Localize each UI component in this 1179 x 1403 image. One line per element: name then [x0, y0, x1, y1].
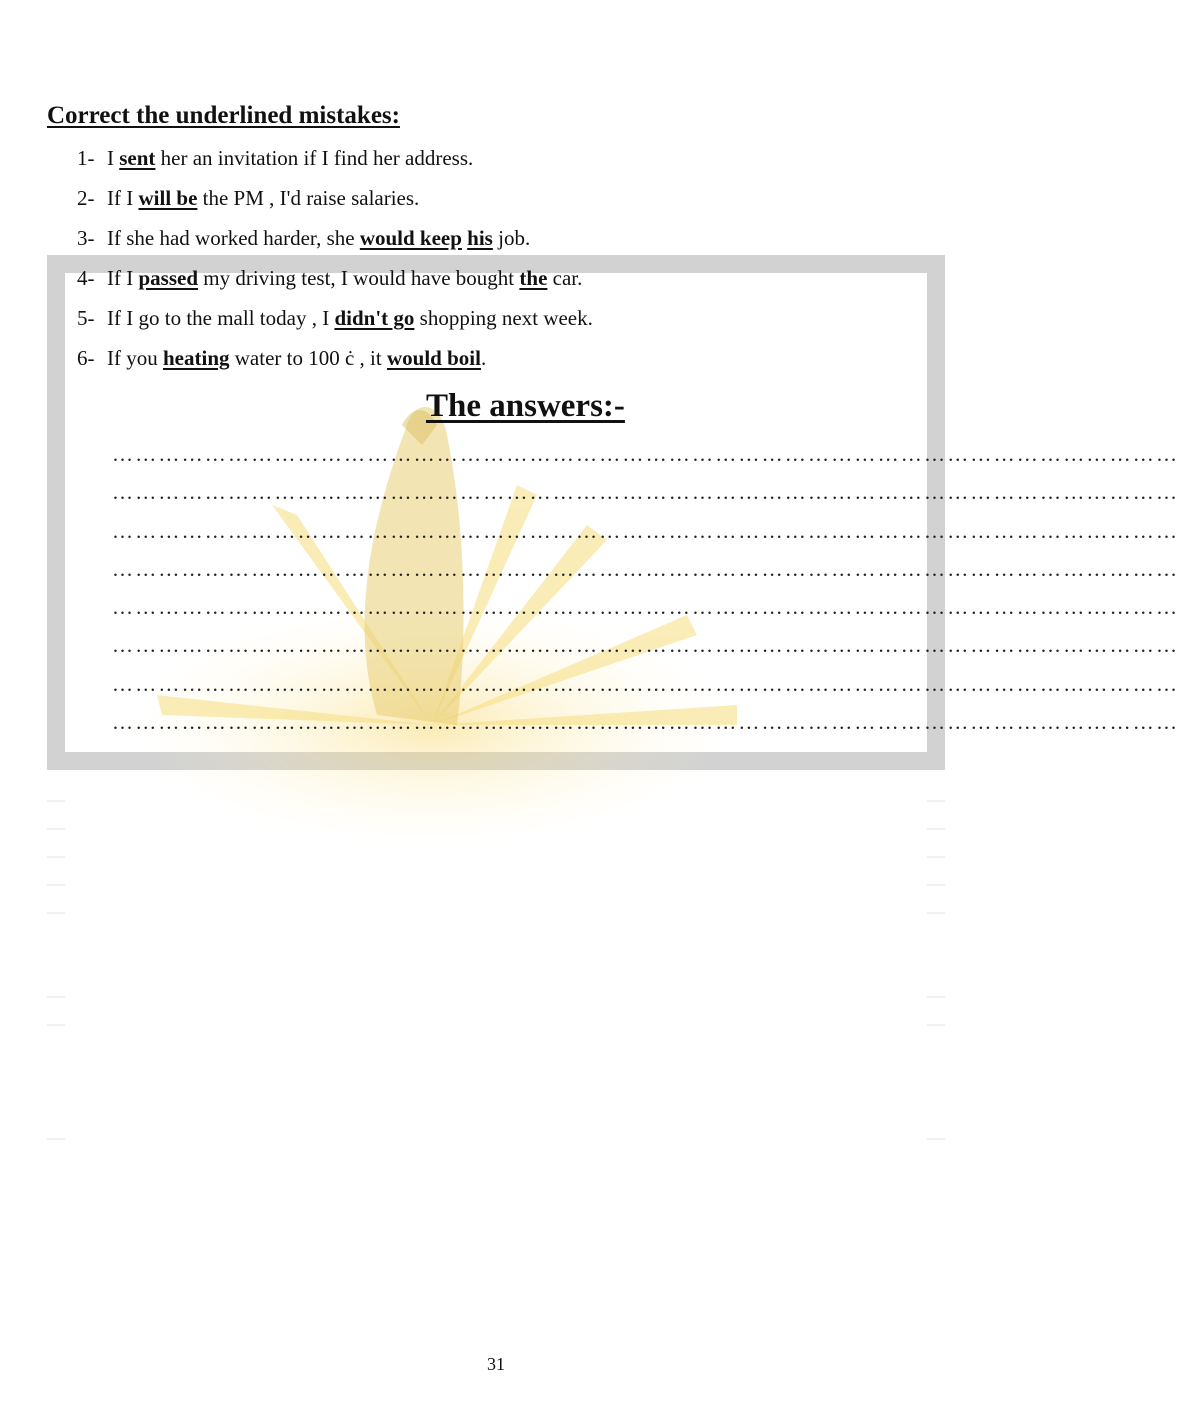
- underlined-mistake: would keep: [359, 226, 462, 250]
- frame-ghost-line: [47, 856, 945, 858]
- underlined-mistake: will be: [138, 186, 198, 210]
- underlined-mistake: the: [519, 266, 548, 290]
- question-item: [77, 146, 593, 186]
- question-text: [107, 226, 530, 250]
- question-item: [77, 306, 593, 346]
- question-text-segment: If you: [107, 346, 163, 370]
- question-text-segment: .: [480, 346, 487, 370]
- answer-line[interactable]: …………………………………………………………………………………………………………………………: [112, 710, 1179, 735]
- frame-ghost-line: [47, 912, 945, 914]
- underlined-mistake: sent: [119, 146, 156, 170]
- frame-ghost-line: [47, 800, 945, 802]
- question-text: [107, 346, 486, 370]
- underlined-mistake: didn't go: [334, 306, 415, 330]
- underlined-mistake: would boil: [386, 346, 481, 370]
- question-item: [77, 226, 593, 266]
- page-number: 31: [487, 1354, 505, 1374]
- question-number: 4-: [77, 266, 95, 290]
- section-heading: Correct the underlined mistakes:: [47, 102, 400, 129]
- answers-title: The answers:-: [426, 388, 625, 424]
- question-item: [77, 346, 593, 386]
- question-text-segment: car.: [547, 266, 583, 290]
- question-number: 6-: [77, 346, 95, 370]
- question-text-segment: job.: [492, 226, 531, 250]
- answer-line[interactable]: …………………………………………………………………………………………………………………………: [112, 633, 1179, 658]
- question-text: [107, 306, 593, 330]
- answer-line[interactable]: …………………………………………………………………………………………………………………………: [112, 595, 1179, 620]
- question-text-segment: If I: [107, 266, 139, 290]
- question-text: [107, 266, 582, 290]
- answer-line[interactable]: …………………………………………………………………………………………………………………………: [112, 480, 1179, 505]
- question-text-segment: shopping next week.: [414, 306, 593, 330]
- answer-lines: [112, 442, 1179, 748]
- underlined-mistake: his: [467, 226, 493, 250]
- question-text-segment: water to 100 ċ , it: [229, 346, 387, 370]
- answer-line[interactable]: …………………………………………………………………………………………………………………………: [112, 556, 1179, 581]
- question-text-segment: If I: [107, 186, 139, 210]
- question-text-segment: her an invitation if I find her address.: [155, 146, 474, 170]
- frame-ghost-line: [47, 996, 945, 998]
- question-item: [77, 266, 593, 306]
- question-item: [77, 186, 593, 226]
- question-text: [107, 146, 473, 170]
- question-text-segment: I: [107, 146, 120, 170]
- frame-ghost-line: [47, 1138, 945, 1140]
- underlined-mistake: passed: [138, 266, 199, 290]
- question-number: 2-: [77, 186, 95, 210]
- frame-ghost-line: [47, 1024, 945, 1026]
- question-number: 1-: [77, 146, 95, 170]
- question-text-segment: my driving test, I would have bought: [198, 266, 520, 290]
- question-text-segment: If she had worked harder, she: [107, 226, 360, 250]
- question-text-segment: the PM , I'd raise salaries.: [197, 186, 420, 210]
- question-number: 3-: [77, 226, 95, 250]
- answer-line[interactable]: …………………………………………………………………………………………………………………………: [112, 518, 1179, 543]
- frame-ghost-line: [47, 828, 945, 830]
- question-text: [107, 186, 419, 210]
- answer-line[interactable]: …………………………………………………………………………………………………………………………: [112, 671, 1179, 696]
- underlined-mistake: heating: [163, 346, 230, 370]
- answer-line[interactable]: …………………………………………………………………………………………………………………………: [112, 442, 1179, 466]
- question-list: [77, 146, 593, 386]
- frame-ghost-line: [47, 884, 945, 886]
- question-number: 5-: [77, 306, 95, 330]
- question-text-segment: If I go to the mall today , I: [107, 306, 335, 330]
